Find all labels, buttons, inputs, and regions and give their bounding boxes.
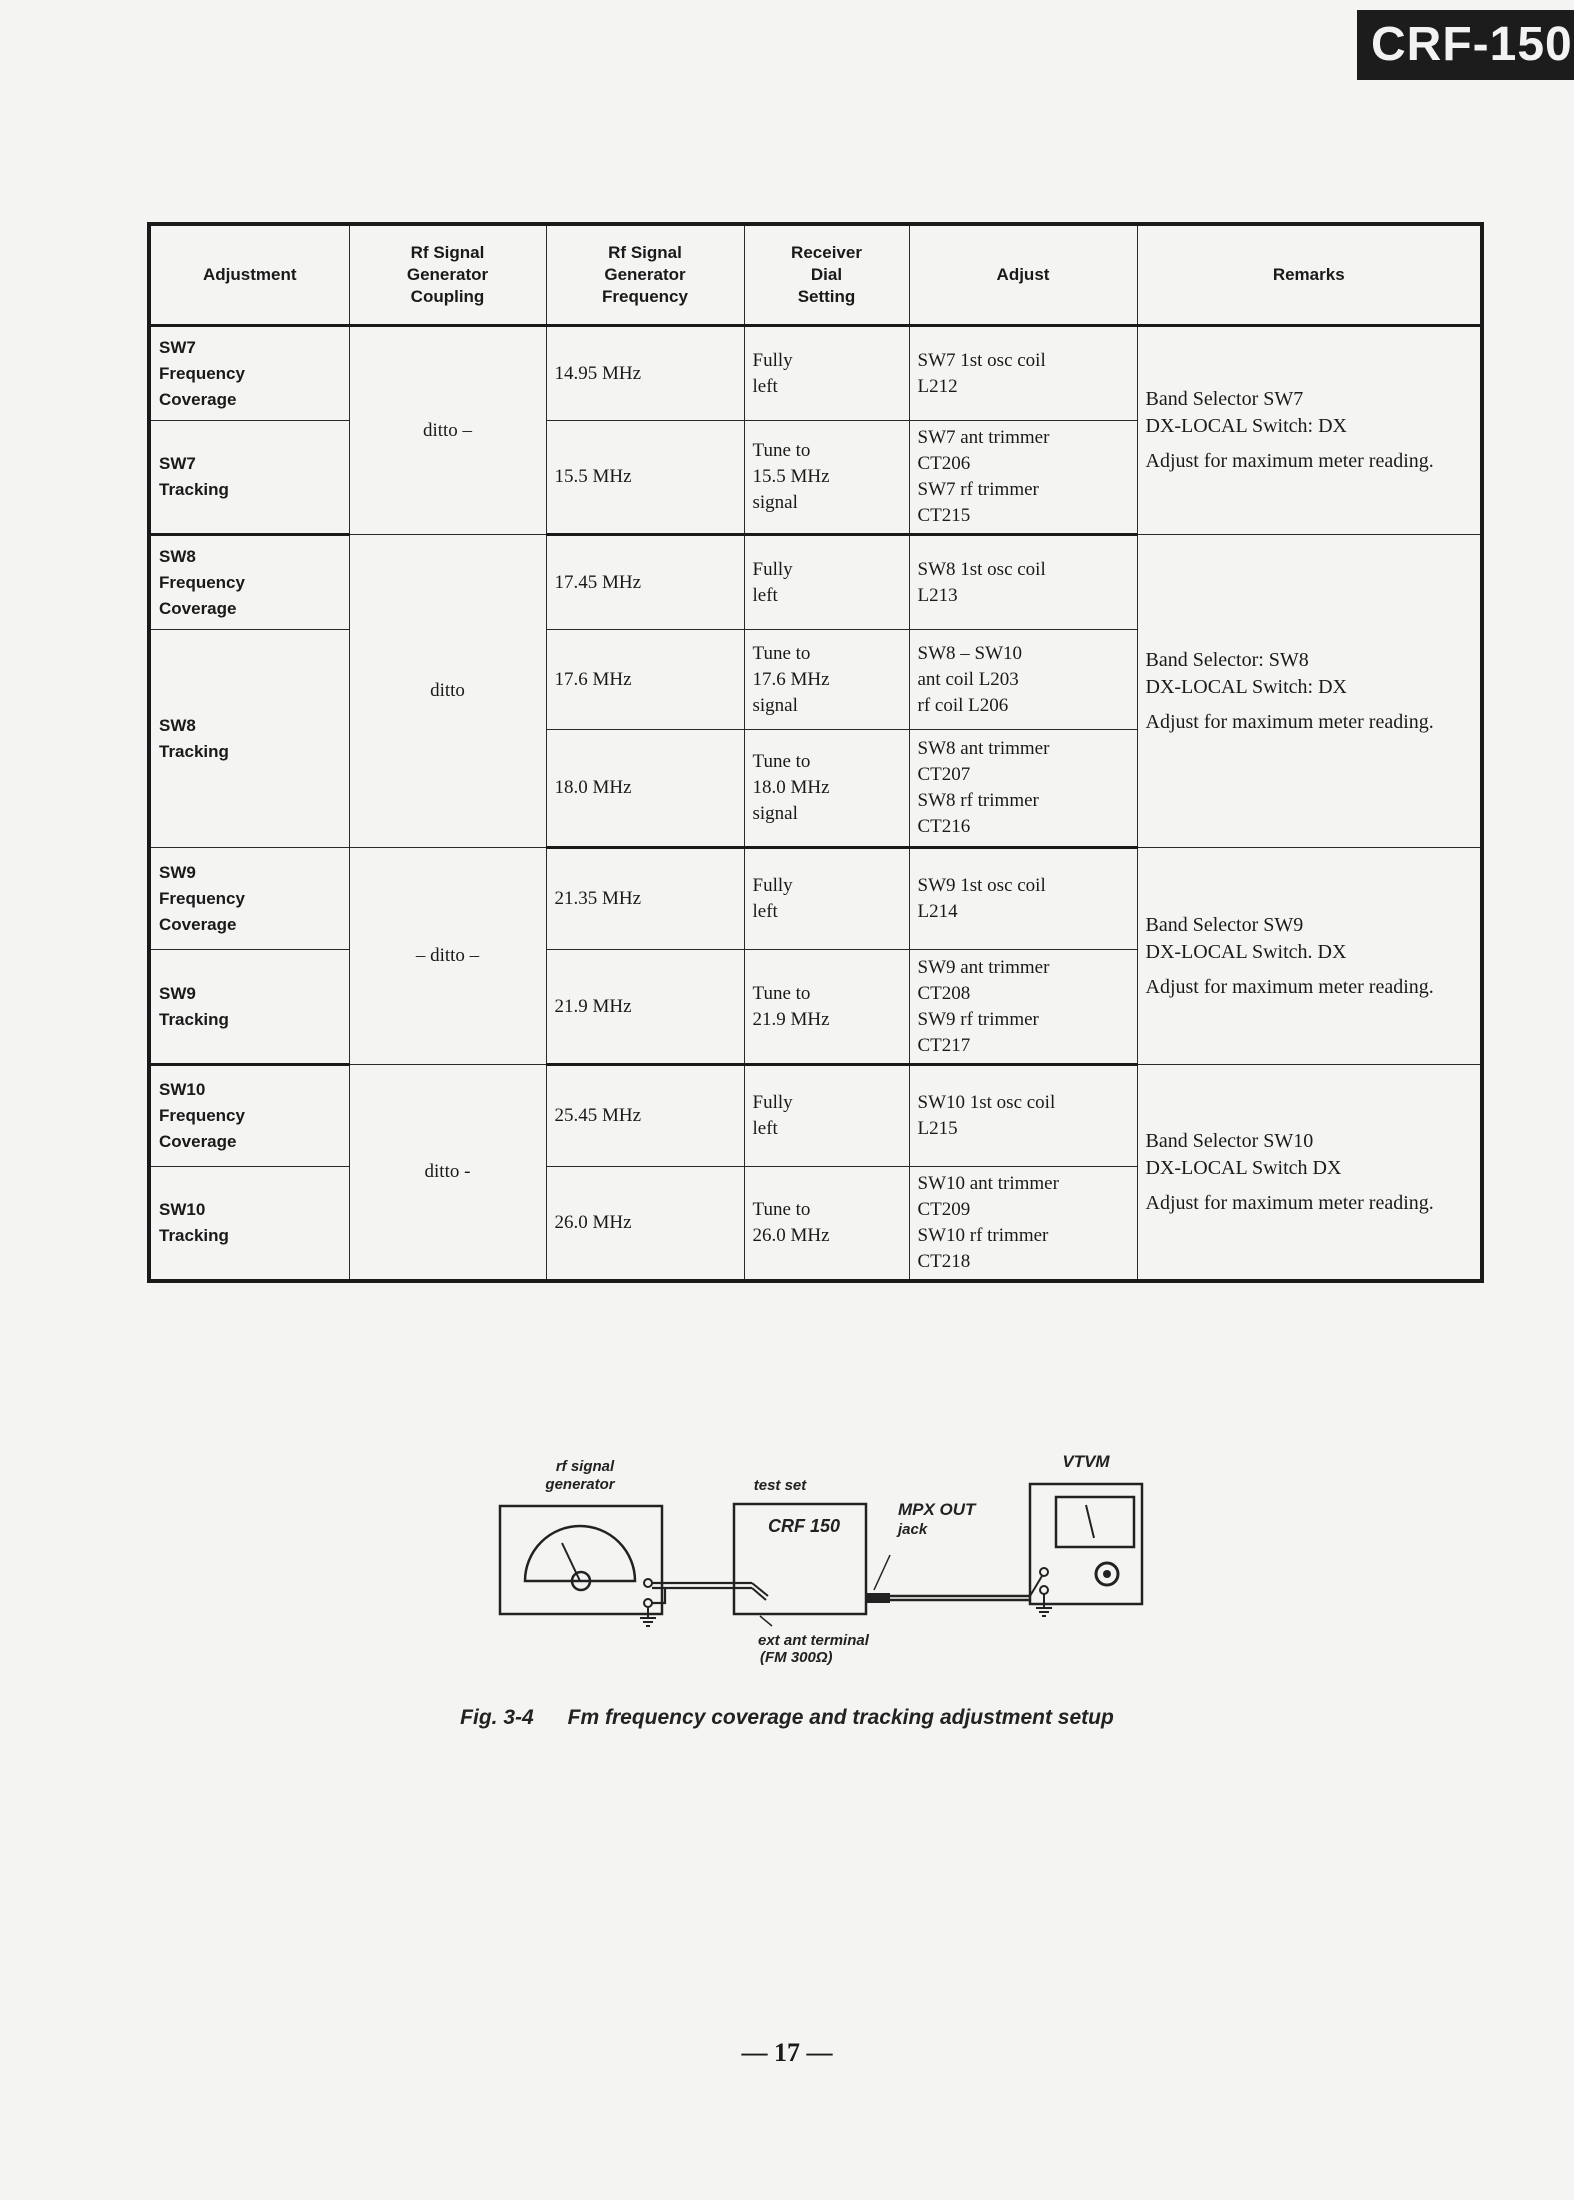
adjust-cell: SW8 ant trimmer CT207 SW8 rf trimmer CT216 <box>909 730 1137 848</box>
mpx-label-2: jack <box>898 1521 928 1538</box>
generator-output-terminal <box>644 1579 652 1587</box>
header-dial-setting: Receiver Dial Setting <box>744 224 909 326</box>
vtvm-cable <box>890 1596 1030 1600</box>
header-adjustment: Adjustment <box>149 224 349 326</box>
vtvm-meter-face <box>1056 1497 1134 1547</box>
alignment-table <box>147 222 1484 1283</box>
remarks-dx-local-switch: DX-LOCAL Switch: DX <box>1145 675 1347 698</box>
frequency-cell: 18.0 MHz <box>546 730 744 848</box>
vtvm-label: VTVM <box>1062 1452 1110 1471</box>
header-adjust: Adjust <box>909 224 1137 326</box>
adjustment-cell: SW10 Tracking <box>149 1167 349 1282</box>
dial-setting-cell: Fully left <box>744 326 909 421</box>
terminal-pointer <box>760 1616 772 1626</box>
remarks-adjust-note: Adjust for maximum meter reading. <box>1145 450 1434 472</box>
ext-ant-terminal-lead <box>752 1583 768 1600</box>
adjustment-cell: SW8 Tracking <box>149 630 349 848</box>
figure-number: Fig. 3-4 <box>460 1706 534 1729</box>
generator-cable <box>652 1583 752 1603</box>
remarks-cell <box>1137 1065 1482 1282</box>
adjustment-cell: SW9 Tracking <box>149 950 349 1065</box>
generator-ground-symbol <box>640 1607 656 1626</box>
adjustment-cell: SW10 Frequency Coverage <box>149 1065 349 1167</box>
signal-generator-box <box>500 1506 662 1614</box>
generator-ground-terminal <box>644 1599 652 1607</box>
vtvm-range-knob-center <box>1103 1570 1111 1578</box>
remarks-dx-local-switch: DX-LOCAL Switch DX <box>1145 1156 1342 1179</box>
adjust-cell: SW7 ant trimmer CT206 SW7 rf trimmer CT215 <box>909 421 1137 535</box>
coupling-cell: – ditto – <box>349 848 546 1065</box>
mpx-pointer <box>874 1555 890 1590</box>
test-set-name: CRF 150 <box>768 1516 841 1536</box>
coupling-cell: ditto <box>349 535 546 848</box>
remarks-adjust-note: Adjust for maximum meter reading. <box>1145 1191 1434 1214</box>
setup-diagram <box>490 1440 1190 1680</box>
vtvm-input-terminal <box>1040 1568 1048 1576</box>
adjust-cell: SW8 – SW10 ant coil L203 rf coil L206 <box>909 630 1137 730</box>
header-remarks: Remarks <box>1137 224 1482 326</box>
adjust-cell: SW10 1st osc coil L215 <box>909 1065 1137 1167</box>
dial-setting-cell: Tune to 18.0 MHz signal <box>744 730 909 848</box>
figure-caption <box>0 1706 1574 1730</box>
adjust-cell: SW10 ant trimmer CT209 SW10 rf trimmer CT218 <box>909 1167 1137 1282</box>
dial-setting-cell: Fully left <box>744 535 909 630</box>
page-number: — 17 — <box>741 2038 833 2067</box>
frequency-cell: 21.9 MHz <box>546 950 744 1065</box>
generator-meter-needle <box>562 1543 580 1581</box>
remarks-dx-local-switch: DX-LOCAL Switch: DX <box>1145 415 1347 437</box>
terminal-label-2: (FM 300Ω) <box>760 1649 833 1666</box>
adjustment-cell: SW7 Tracking <box>149 421 349 535</box>
dial-setting-cell: Tune to 15.5 MHz signal <box>744 421 909 535</box>
mpx-out-plug <box>866 1593 890 1603</box>
table-row <box>149 1065 1482 1167</box>
frequency-cell: 21.35 MHz <box>546 848 744 950</box>
header-coupling: Rf Signal Generator Coupling <box>349 224 546 326</box>
adjustment-cell: SW9 Frequency Coverage <box>149 848 349 950</box>
remarks-band-selector: Band Selector: SW8 <box>1145 648 1309 671</box>
frequency-cell: 14.95 MHz <box>546 326 744 421</box>
table-row <box>149 848 1482 950</box>
mpx-label-1: MPX OUT <box>898 1500 976 1519</box>
frequency-cell: 25.45 MHz <box>546 1065 744 1167</box>
table-row <box>149 535 1482 630</box>
remarks-dx-local-switch: DX-LOCAL Switch. DX <box>1145 940 1347 963</box>
test-set-label: test set <box>753 1477 807 1494</box>
dial-setting-cell: Tune to 26.0 MHz <box>744 1167 909 1282</box>
coupling-cell: ditto – <box>349 326 546 535</box>
remarks-band-selector: Band Selector SW7 <box>1145 388 1304 410</box>
coupling-cell: ditto - <box>349 1065 546 1282</box>
remarks-adjust-note: Adjust for maximum meter reading. <box>1145 710 1434 733</box>
frequency-cell: 17.45 MHz <box>546 535 744 630</box>
remarks-cell <box>1137 326 1482 535</box>
remarks-cell <box>1137 535 1482 848</box>
model-tab: CRF-150 <box>1357 10 1574 80</box>
vtvm-ground-terminal <box>1040 1586 1048 1594</box>
adjust-cell: SW8 1st osc coil L213 <box>909 535 1137 630</box>
dial-setting-cell: Fully left <box>744 848 909 950</box>
table-header-row <box>149 224 1482 326</box>
vtvm-meter-needle <box>1086 1505 1094 1538</box>
dial-setting-cell: Fully left <box>744 1065 909 1167</box>
frequency-cell: 17.6 MHz <box>546 630 744 730</box>
dial-setting-cell: Tune to 21.9 MHz <box>744 950 909 1065</box>
remarks-cell <box>1137 848 1482 1065</box>
adjust-cell: SW7 1st osc coil L212 <box>909 326 1137 421</box>
table-row <box>149 326 1482 421</box>
generator-label-1: rf signal <box>555 1458 615 1475</box>
remarks-adjust-note: Adjust for maximum meter reading. <box>1145 975 1434 998</box>
generator-label-2: generator <box>545 1476 615 1493</box>
dial-setting-cell: Tune to 17.6 MHz signal <box>744 630 909 730</box>
frequency-cell: 15.5 MHz <box>546 421 744 535</box>
remarks-band-selector: Band Selector SW10 <box>1145 1129 1314 1152</box>
adjust-cell: SW9 ant trimmer CT208 SW9 rf trimmer CT217 <box>909 950 1137 1065</box>
figure-title: Fm frequency coverage and tracking adjustment setup <box>567 1706 1114 1729</box>
frequency-cell: 26.0 MHz <box>546 1167 744 1282</box>
header-frequency: Rf Signal Generator Frequency <box>546 224 744 326</box>
adjustment-cell: SW7 Frequency Coverage <box>149 326 349 421</box>
remarks-band-selector: Band Selector SW9 <box>1145 913 1304 936</box>
terminal-label-1: ext ant terminal <box>758 1632 869 1649</box>
adjustment-cell: SW8 Frequency Coverage <box>149 535 349 630</box>
adjust-cell: SW9 1st osc coil L214 <box>909 848 1137 950</box>
